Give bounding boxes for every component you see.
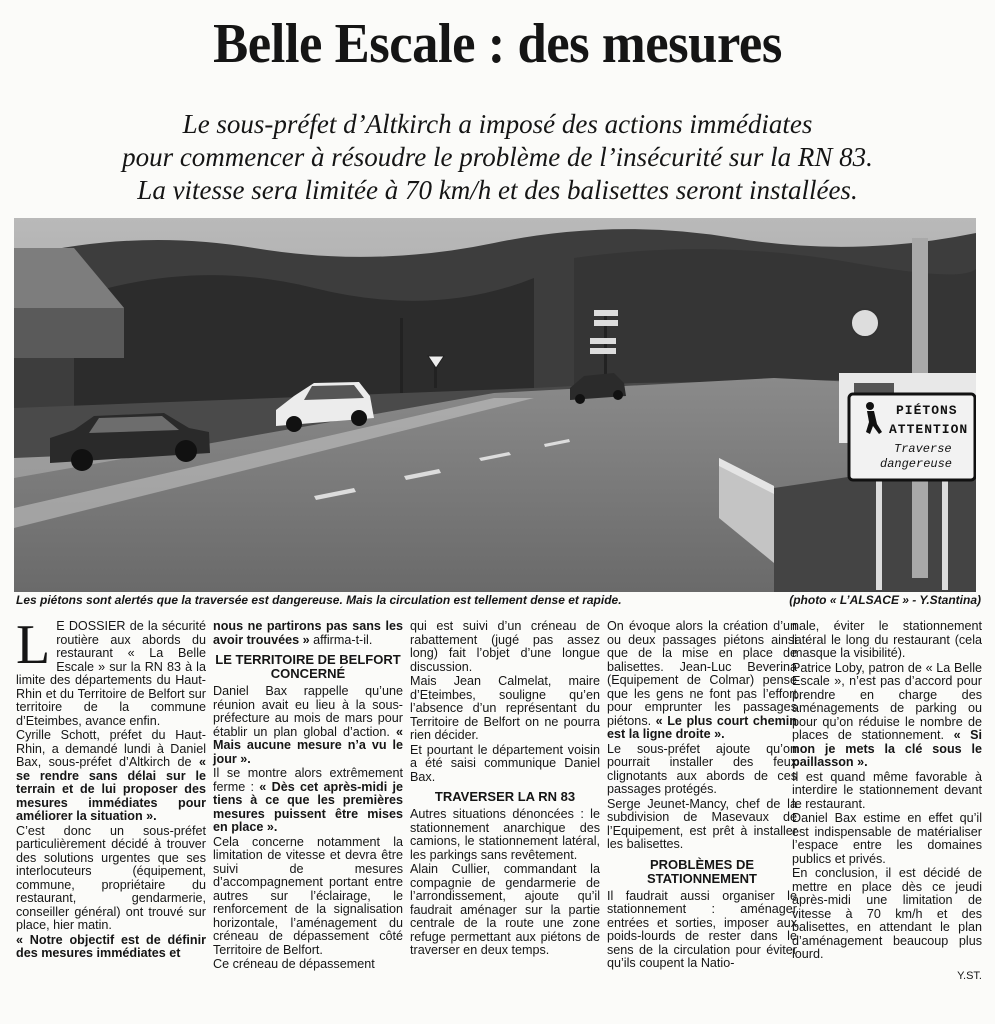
photo-credit: (photo « L’ALSACE » - Y.Stantina) (789, 593, 981, 607)
paragraph: nous ne partirons pas sans les avoir trouvées » affirma-t-il. (213, 619, 403, 647)
subheading-traverser: TRAVERSER LA RN 83 (434, 789, 576, 804)
paragraph: Il faudrait aussi organiser le stationnement : aménager entrées et sorties, imposer aux poids-lourds de rester dans le sens de la circulation pour éviter qu’ils coupent la Natio- (607, 888, 797, 970)
paragraph: Mais Jean Calmelat, maire d’Eteimbes, souligne qu’en l’absence d’un représentant du Territoire de Belfort on ne pourra rien décider. (410, 674, 600, 742)
paragraph: Cyrille Schott, préfet du Haut-Rhin, a demandé lundi à Daniel Bax, sous-préfet d’Altkirch de « se rendre sans délai sur le terrain et de lui proposer des mesures immédiates pour améliorer la situation ». (16, 728, 206, 823)
sign-line-pietons: PIÉTONS (896, 403, 958, 418)
paragraph: C’est donc un sous-préfet particulièrement décidé à trouver des solutions urgentes que ses interlocuteurs (équipement, commune, propriétaire du restaurant, gendarmerie, conseiller général) ont trouvé sur place, hier matin. (16, 823, 206, 932)
paragraph: On évoque alors la création d’un ou deux passages piétons ainsi que de la mise en place de balisettes. Jean-Luc Beverina (Equipement de Colmar) pense que les gens ne font pas l’effort pour emprunter les passages piétons. « Le plus court chemin est la ligne droite ». (607, 619, 797, 741)
paragraph: Il se montre alors extrêmement ferme : « Dès cet après-midi je tiens à ce que les premières mesures puissent être mises en place ». (213, 766, 403, 834)
sign-line-traverse: Traverse (894, 442, 952, 456)
paragraph: E DOSSIER de la sécurité routière aux abords du restaurant « La Belle Escale » sur la RN 83 à la limite des départements du Haut-Rhin et du Territoire de Belfort sur territoire de la commune d’Eteimbes, avance enfin. (16, 619, 206, 728)
sign-line-attention: ATTENTION (889, 422, 969, 437)
paragraph: nale, éviter le stationnement latéral le long du restaurant (cela masque la visibilité). (792, 619, 982, 660)
paragraph: Autres situations dénoncées : le stationnement anarchique des camions, le stationnement latéral, les parkings sans revêtement. (410, 807, 600, 862)
paragraph: Patrice Loby, patron de « La Belle Escale », n’est pas d’accord pour prendre en charge des aménagements de parking ou pour qu’on réduise le nombre de places de stationnement. « Si non je mets la clé sous le paillasson ». (792, 660, 982, 769)
paragraph: qui est suivi d’un créneau de rabattement (jugé pas assez long) fait l’objet d’une longue discussion. (410, 619, 600, 674)
paragraph: En conclusion, il est décidé de mettre en place dès ce jeudi après-midi une limitation de vitesse à 70 km/h et des balisettes, en attendant le plan d’aménagement beaucoup plus lourd. (792, 866, 982, 961)
sign-line-dangereuse: dangereuse (880, 457, 953, 471)
paragraph: Il est quand même favorable à interdire le stationnement devant le restaurant. (792, 769, 982, 811)
column-2 (213, 620, 403, 973)
article-body (16, 614, 982, 1018)
subheading-stationnement: PROBLÈMES DE STATIONNEMENT (646, 856, 757, 886)
paragraph: « Notre objectif est de définir des mesures immédiates et (16, 932, 206, 960)
author-signature: Y.ST. (957, 969, 982, 982)
paragraph: Daniel Bax estime en effet qu’il est indispensable de matérialiser l’espace entre les domaines publics et privés. (792, 811, 982, 866)
paragraph: Le sous-préfet ajoute qu’on pourrait installer des feux clignotants aux abords de ces passages protégés. (607, 741, 797, 796)
paragraph: Et pourtant le département voisin a été saisi communique Daniel Bax. (410, 742, 600, 784)
news-photo (14, 218, 976, 592)
road-scene-illustration (14, 218, 976, 592)
headline: Belle Escale : des mesures (213, 13, 782, 75)
subheading-territoire: LE TERRITOIRE DE BELFORT CONCERNÉ (215, 652, 401, 681)
standfirst-line-2: pour commencer à résoudre le problème de l’insécurité sur la RN 83. (122, 142, 873, 172)
standfirst-line-1: Le sous-préfet d’Altkirch a imposé des actions immédiates (182, 109, 813, 139)
paragraph: Daniel Bax rappelle qu’une réunion avait eu lieu à la sous-préfecture au mois de mars pour établir un plan global d’action. « Mais aucune mesure n’a vu le jour ». (213, 684, 403, 766)
column-5 (792, 620, 982, 983)
paragraph: Alain Cullier, commandant la compagnie de gendarmerie de l’arrondissement, ajoute qu’il faudrait aménager sur la partie centrale de la route une zone refuge permettant aux piétons de traverser en deux temps. (410, 862, 600, 957)
caption-text: Les piétons sont alertés que la traversée est dangereuse. Mais la circulation est tellement dense et rapide. (16, 593, 622, 607)
photo-caption (16, 593, 981, 607)
column-3 (410, 620, 600, 959)
paragraph: Cela concerne notamment la limitation de vitesse et devra être suivi de mesures d’accompagnement portant entre autres sur l’éclairage, le renforcement de la signalisation horizontale, l’aménagement du créneau de dépassement côté Territoire de Belfort. (213, 834, 403, 957)
standfirst-line-3: La vitesse sera limitée à 70 km/h et des balisettes seront installées. (137, 175, 858, 205)
column-1 (16, 614, 206, 962)
paragraph: Serge Jeunet-Mancy, chef de la subdivision de Masevaux de l’Equipement, est prêt à installer les balisettes. (607, 796, 797, 851)
drop-cap: L (16, 614, 51, 676)
paragraph: Ce créneau de dépassement (213, 957, 375, 971)
column-4 (607, 620, 797, 972)
standfirst (0, 108, 995, 207)
